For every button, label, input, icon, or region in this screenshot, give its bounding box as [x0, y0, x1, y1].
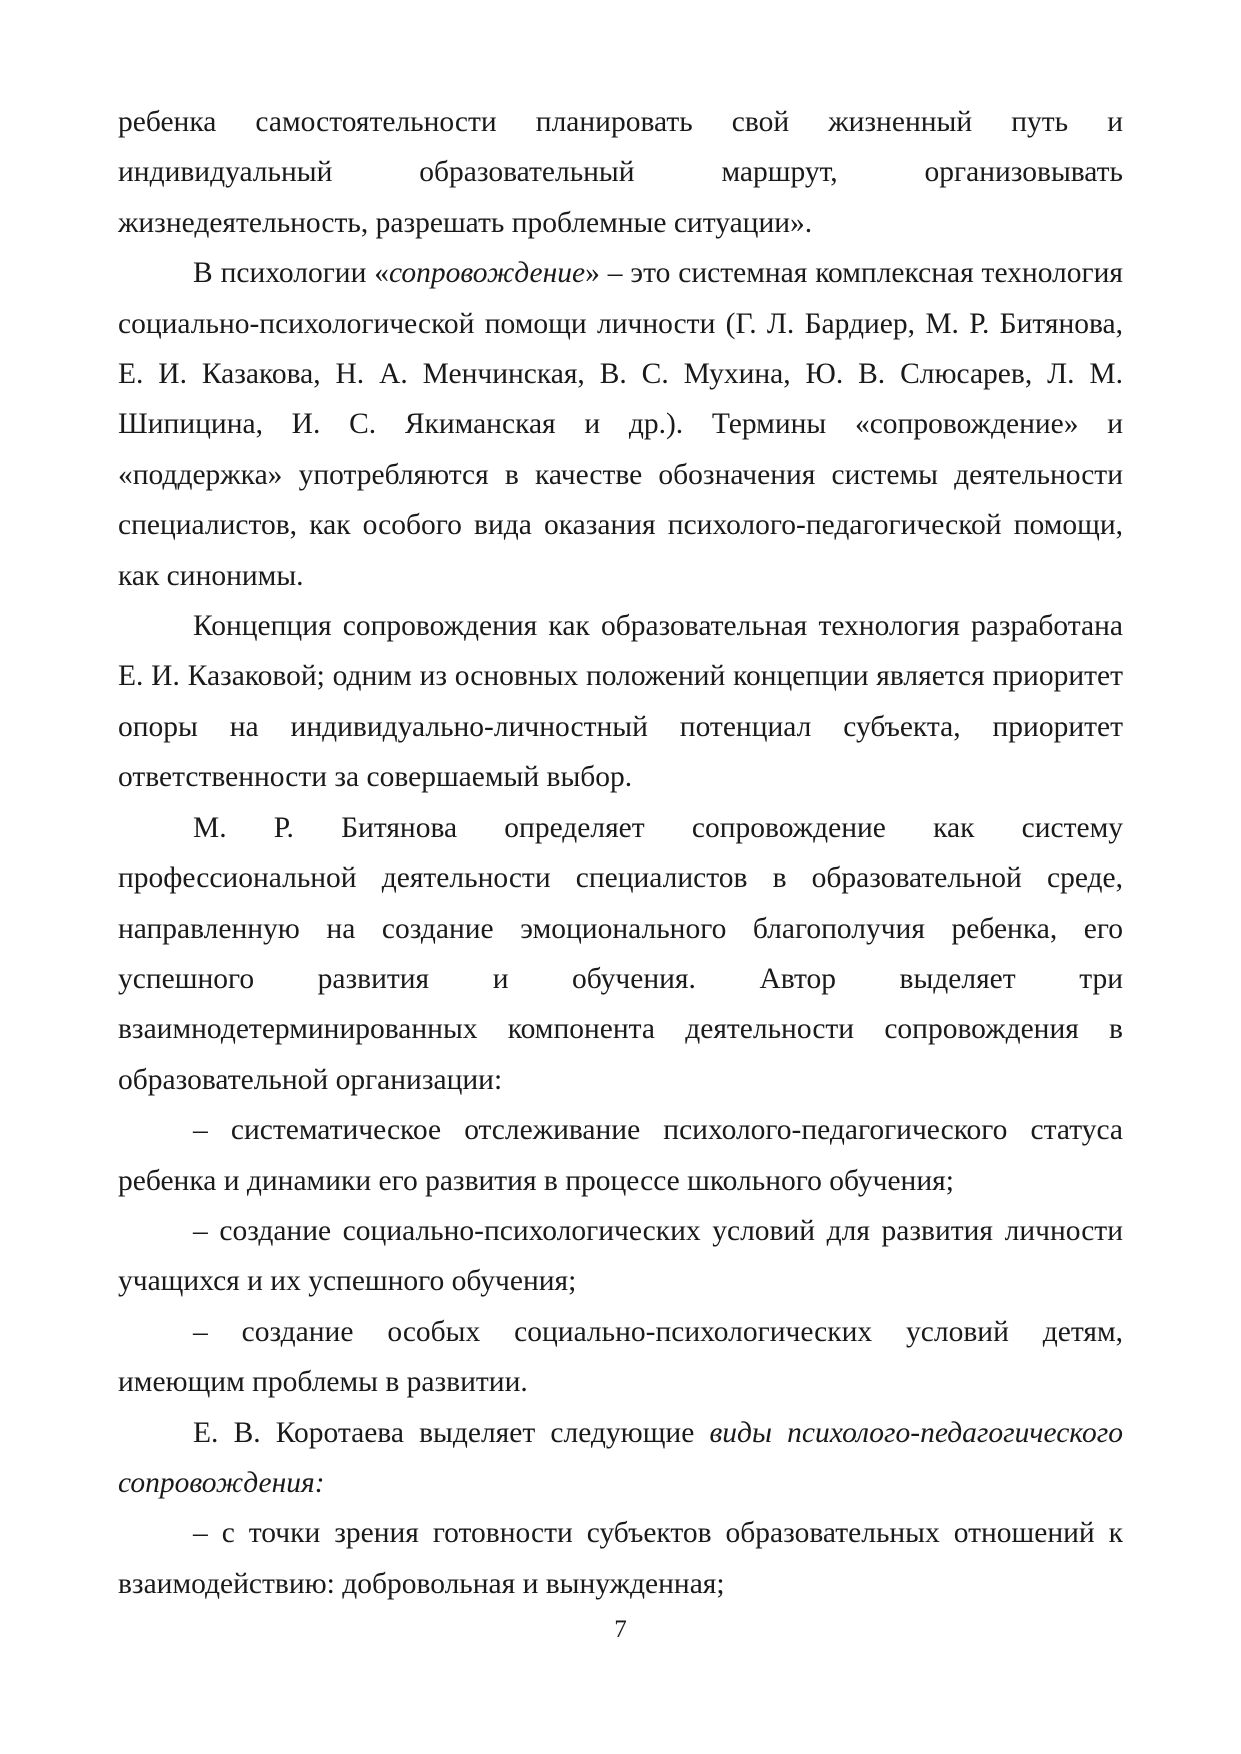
list-item-3: – создание особых социально-психологических условий детям, имеющим проблемы в развитии. [118, 1315, 1123, 1399]
paragraph-8-start: Е. В. Коротаева выделяет следующие [193, 1416, 710, 1449]
list-item-1: – систематическое отслеживание психолого-педагогического статуса ребенка и динамики его развития в процессе школьного обучения; [118, 1114, 1123, 1197]
list-item-4: – с точки зрения готовности субъектов образовательных отношений к взаимодействию: добровольная и вынужденная; [118, 1517, 1123, 1600]
paragraph-2-start: В психологии « [193, 257, 390, 290]
paragraph-8 [118, 1408, 1123, 1509]
paragraph-1: ребенка самостоятельности планировать свой жизненный путь и индивидуальный образовательный маршрут, организовывать жизнедеятельность, разрешать проблемные ситуации». [118, 106, 1123, 239]
paragraph-2 [118, 248, 1123, 601]
types-emphasis: виды психолого-педагогического сопровождения: [118, 1416, 1123, 1499]
paragraph-3: Концепция сопровождения как образовательная технология разработана Е. И. Казаковой; одним из основных положений концепции является приоритет опоры на индивидуально-личностный потенциал субъекта, приоритет ответственности за совершаемый выбор. [118, 610, 1123, 794]
term-emphasis: сопровождение [389, 257, 586, 290]
paragraph-4: М. Р. Битянова определяет сопровождение как систему профессиональной деятельности специалистов в образовательной среде, направленную на создание эмоционального благополучия ребенка, его успешного развития и обучения. Автор выделяет три взаимнодетерминированных компонента деятельности сопровождения в образовательной организации: [118, 811, 1123, 1096]
page-number: 7 [614, 1616, 627, 1643]
list-item-2: – создание социально-психологических условий для развития личности учащихся и их успешного обучения; [118, 1214, 1123, 1298]
paragraph-2-rest: » – это системная комплексная технология социально-психологической помощи личности (Г. Л. Бардиер, М. Р. Битянова, Е. И. Казакова, Н. А. Менчинская, В. С. Мухина, Ю. В. Слюсарев, Л. М. Шипицина, И. С. Якиманская и др.). Термины «сопровождение» и «поддержка» употребляются в качестве обозначения системы деятельности специалистов, как особого вида оказания психолого-педагогической помощи, как синонимы. [118, 257, 1123, 592]
page-body [118, 97, 1123, 1609]
